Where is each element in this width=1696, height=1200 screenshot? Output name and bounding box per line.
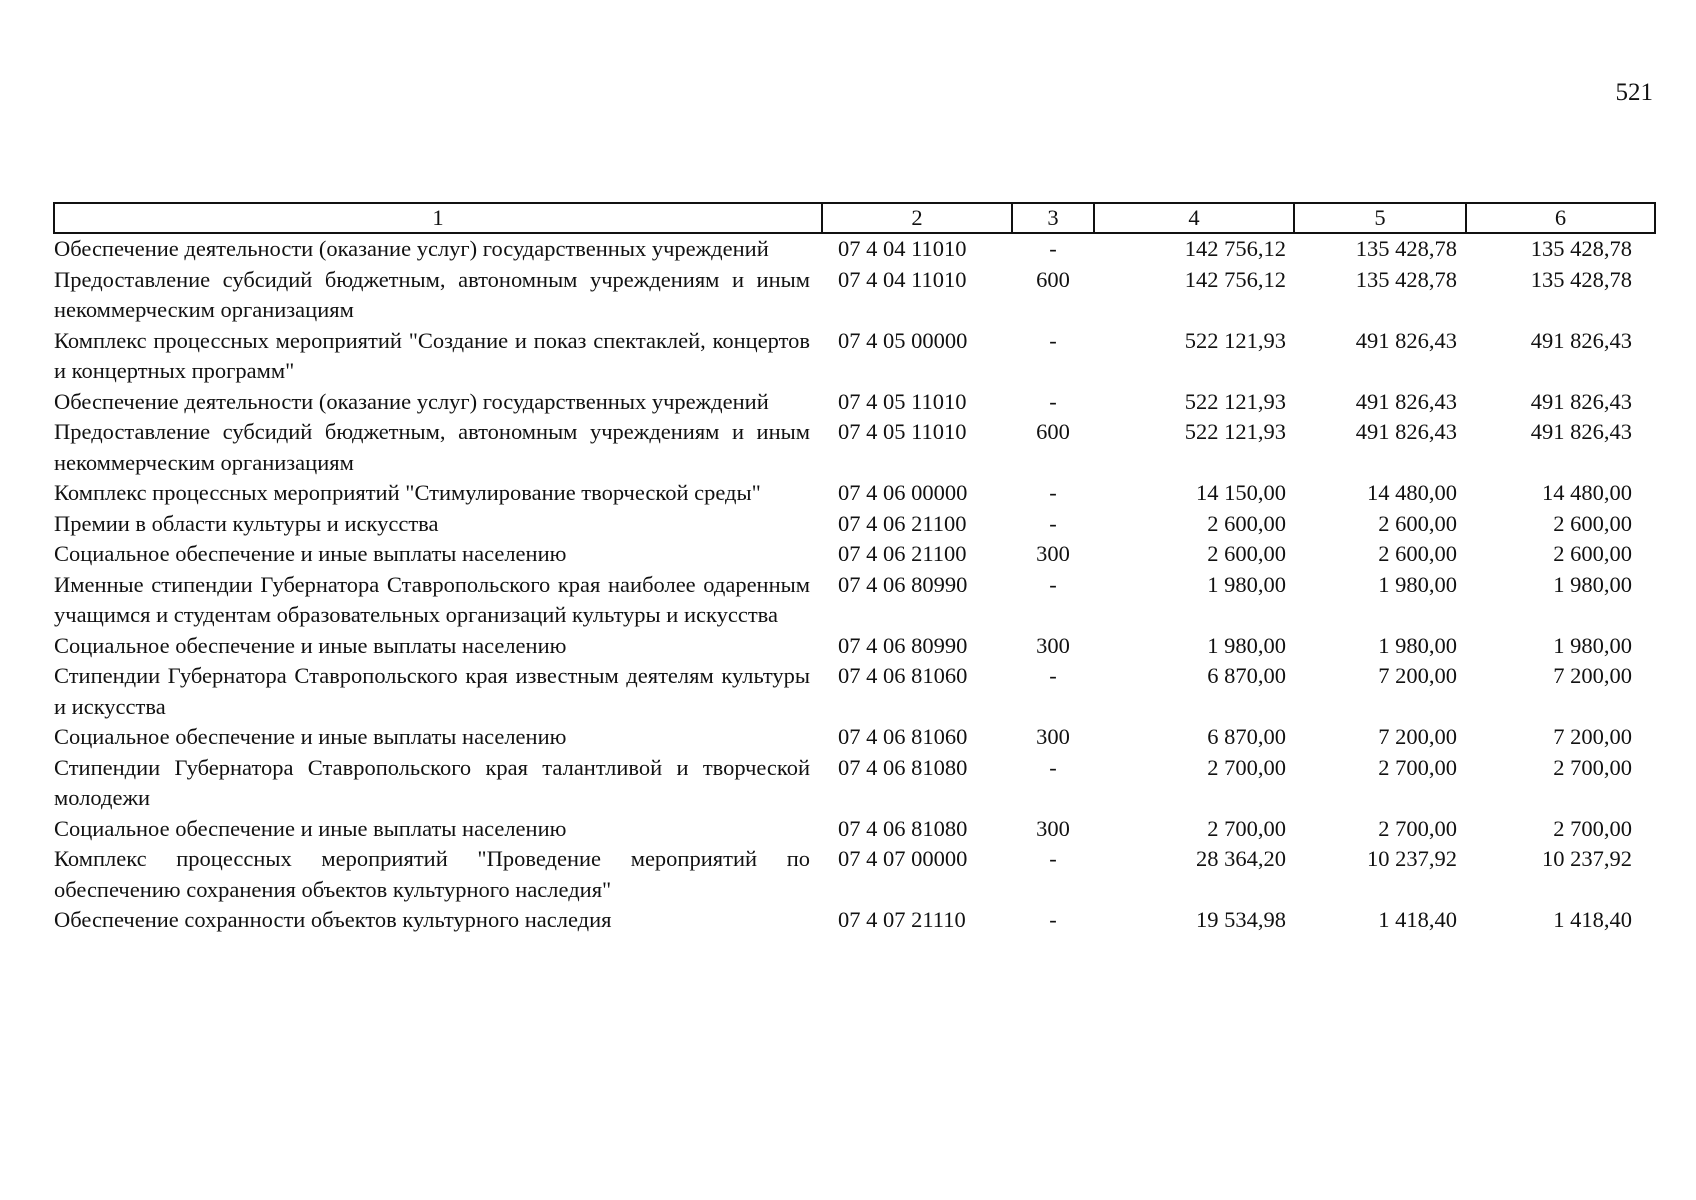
row-code: 07 4 06 81080	[838, 815, 968, 841]
row-name: Социальное обеспечение и иные выплаты населению	[54, 632, 567, 658]
row-amount-col5: 7 200,00	[1378, 724, 1457, 749]
row-expense-type: -	[1049, 480, 1057, 505]
row-name: Обеспечение деятельности (оказание услуг) государственных учреждений	[54, 388, 769, 414]
row-name: Комплекс процессных мероприятий "Создание и показ спектаклей, концертов и концертных программ"	[54, 327, 810, 383]
header-col-5: 5	[1294, 203, 1466, 233]
row-expense-type: -	[1049, 236, 1057, 261]
row-expense-type: 300	[1036, 541, 1070, 566]
row-code: 07 4 06 00000	[838, 480, 968, 505]
table-row	[54, 661, 1655, 722]
row-amount-col5: 1 980,00	[1378, 632, 1457, 658]
row-amount-col4: 142 756,12	[1184, 236, 1286, 261]
table-row	[54, 326, 1655, 387]
row-amount-col6: 7 200,00	[1553, 724, 1632, 749]
row-name: Предоставление субсидий бюджетным, автономным учреждениям и иным некоммерческим организациям	[54, 419, 810, 475]
row-amount-col6: 491 826,43	[1530, 388, 1632, 414]
row-amount-col6: 135 428,78	[1530, 266, 1632, 292]
row-name: Именные стипендии Губернатора Ставропольского края наиболее одаренным учащимся и студентам образовательных организаций культуры и искусства	[54, 571, 810, 627]
row-code: 07 4 05 11010	[838, 419, 967, 444]
table-row	[54, 570, 1655, 631]
row-amount-col4: 2 700,00	[1207, 815, 1286, 841]
row-amount-col5: 491 826,43	[1355, 388, 1457, 414]
table-row	[54, 265, 1655, 326]
row-amount-col5: 135 428,78	[1355, 236, 1457, 261]
row-amount-col5: 2 600,00	[1378, 510, 1457, 536]
row-amount-col4: 1 980,00	[1207, 571, 1286, 597]
row-amount-col5: 2 700,00	[1378, 815, 1457, 841]
row-amount-col4: 6 870,00	[1207, 663, 1286, 688]
row-code: 07 4 06 81060	[838, 724, 968, 749]
row-amount-col6: 1 980,00	[1553, 571, 1632, 597]
row-amount-col5: 2 700,00	[1378, 754, 1457, 780]
row-expense-type: -	[1049, 388, 1057, 414]
row-amount-col4: 1 980,00	[1207, 632, 1286, 658]
table-header	[54, 203, 1655, 233]
row-amount-col4: 142 756,12	[1184, 266, 1286, 292]
row-amount-col4: 2 600,00	[1207, 541, 1286, 566]
header-col-4: 4	[1094, 203, 1294, 233]
row-expense-type: -	[1049, 571, 1057, 597]
table-row	[54, 417, 1655, 478]
row-amount-col4: 6 870,00	[1207, 724, 1286, 749]
row-amount-col4: 14 150,00	[1196, 480, 1286, 505]
row-expense-type: 300	[1036, 724, 1070, 749]
header-col-6: 6	[1466, 203, 1655, 233]
row-amount-col6: 2 700,00	[1553, 754, 1632, 780]
row-amount-col4: 28 364,20	[1196, 846, 1286, 871]
row-amount-col4: 522 121,93	[1184, 388, 1286, 414]
row-amount-col4: 2 700,00	[1207, 754, 1286, 780]
row-name: Социальное обеспечение и иные выплаты населению	[54, 724, 567, 749]
row-name: Предоставление субсидий бюджетным, автономным учреждениям и иным некоммерческим организациям	[54, 266, 810, 322]
row-amount-col5: 7 200,00	[1378, 663, 1457, 688]
row-expense-type: -	[1049, 754, 1057, 780]
row-amount-col4: 2 600,00	[1207, 510, 1286, 536]
row-amount-col5: 10 237,92	[1367, 846, 1457, 871]
row-name: Обеспечение деятельности (оказание услуг) государственных учреждений	[54, 236, 769, 261]
row-code: 07 4 06 21100	[838, 541, 967, 566]
table-row	[54, 478, 1655, 509]
row-amount-col5: 491 826,43	[1355, 327, 1457, 353]
row-expense-type: -	[1049, 907, 1057, 932]
row-name: Социальное обеспечение и иные выплаты населению	[54, 541, 567, 566]
row-name: Стипендии Губернатора Ставропольского края талантливой и творческой молодежи	[54, 754, 810, 810]
row-amount-col5: 491 826,43	[1355, 419, 1457, 444]
page-number: 521	[1615, 79, 1653, 106]
row-amount-col6: 491 826,43	[1530, 419, 1632, 444]
header-col-2: 2	[822, 203, 1012, 233]
row-amount-col6: 2 600,00	[1553, 541, 1632, 566]
row-amount-col5: 2 600,00	[1378, 541, 1457, 566]
row-code: 07 4 06 81080	[838, 754, 968, 780]
table-row	[54, 509, 1655, 540]
row-expense-type: 600	[1036, 419, 1070, 444]
row-amount-col4: 522 121,93	[1184, 327, 1286, 353]
row-amount-col6: 1 418,40	[1553, 907, 1632, 932]
row-amount-col5: 135 428,78	[1355, 266, 1457, 292]
row-amount-col6: 2 700,00	[1553, 815, 1632, 841]
row-code: 07 4 05 00000	[838, 327, 968, 353]
row-expense-type: -	[1049, 510, 1057, 536]
budget-table	[53, 202, 1656, 936]
header-col-1: 1	[54, 203, 822, 233]
table-row	[54, 844, 1655, 905]
row-code: 07 4 07 21110	[838, 907, 966, 932]
header-row	[54, 203, 1655, 233]
row-expense-type: 300	[1036, 632, 1070, 658]
row-amount-col6: 491 826,43	[1530, 327, 1632, 353]
table-row	[54, 814, 1655, 845]
table-row	[54, 233, 1655, 265]
row-amount-col5: 14 480,00	[1367, 480, 1457, 505]
row-expense-type: -	[1049, 663, 1057, 688]
row-name: Обеспечение сохранности объектов культурного наследия	[54, 907, 612, 932]
table-row	[54, 387, 1655, 418]
row-code: 07 4 06 21100	[838, 510, 967, 536]
row-amount-col6: 10 237,92	[1542, 846, 1632, 871]
row-amount-col6: 7 200,00	[1553, 663, 1632, 688]
header-col-3: 3	[1012, 203, 1094, 233]
table-row	[54, 722, 1655, 753]
row-amount-col5: 1 418,40	[1378, 907, 1457, 932]
table-body	[54, 233, 1655, 936]
row-name: Стипендии Губернатора Ставропольского края известным деятелям культуры и искусства	[54, 663, 810, 719]
row-amount-col4: 522 121,93	[1184, 419, 1286, 444]
row-amount-col4: 19 534,98	[1196, 907, 1286, 932]
table-row	[54, 539, 1655, 570]
row-expense-type: -	[1049, 846, 1057, 871]
row-expense-type: 300	[1036, 815, 1070, 841]
row-expense-type: -	[1049, 327, 1057, 353]
row-name: Комплекс процессных мероприятий "Стимулирование творческой среды"	[54, 480, 761, 505]
row-code: 07 4 06 80990	[838, 571, 968, 597]
row-amount-col5: 1 980,00	[1378, 571, 1457, 597]
row-amount-col6: 14 480,00	[1542, 480, 1632, 505]
row-name: Комплекс процессных мероприятий "Проведение мероприятий по обеспечению сохранения объектов культурного наследия"	[54, 846, 810, 902]
row-expense-type: 600	[1036, 266, 1070, 292]
row-amount-col6: 135 428,78	[1530, 236, 1632, 261]
row-amount-col6: 2 600,00	[1553, 510, 1632, 536]
row-code: 07 4 05 11010	[838, 388, 967, 414]
row-code: 07 4 04 11010	[838, 236, 967, 261]
row-amount-col6: 1 980,00	[1553, 632, 1632, 658]
row-code: 07 4 06 81060	[838, 663, 968, 688]
table-row	[54, 631, 1655, 662]
row-code: 07 4 04 11010	[838, 266, 967, 292]
table-row	[54, 753, 1655, 814]
row-code: 07 4 06 80990	[838, 632, 968, 658]
row-name: Социальное обеспечение и иные выплаты населению	[54, 815, 567, 841]
row-name: Премии в области культуры и искусства	[54, 510, 439, 536]
row-code: 07 4 07 00000	[838, 846, 968, 871]
table-row	[54, 905, 1655, 936]
